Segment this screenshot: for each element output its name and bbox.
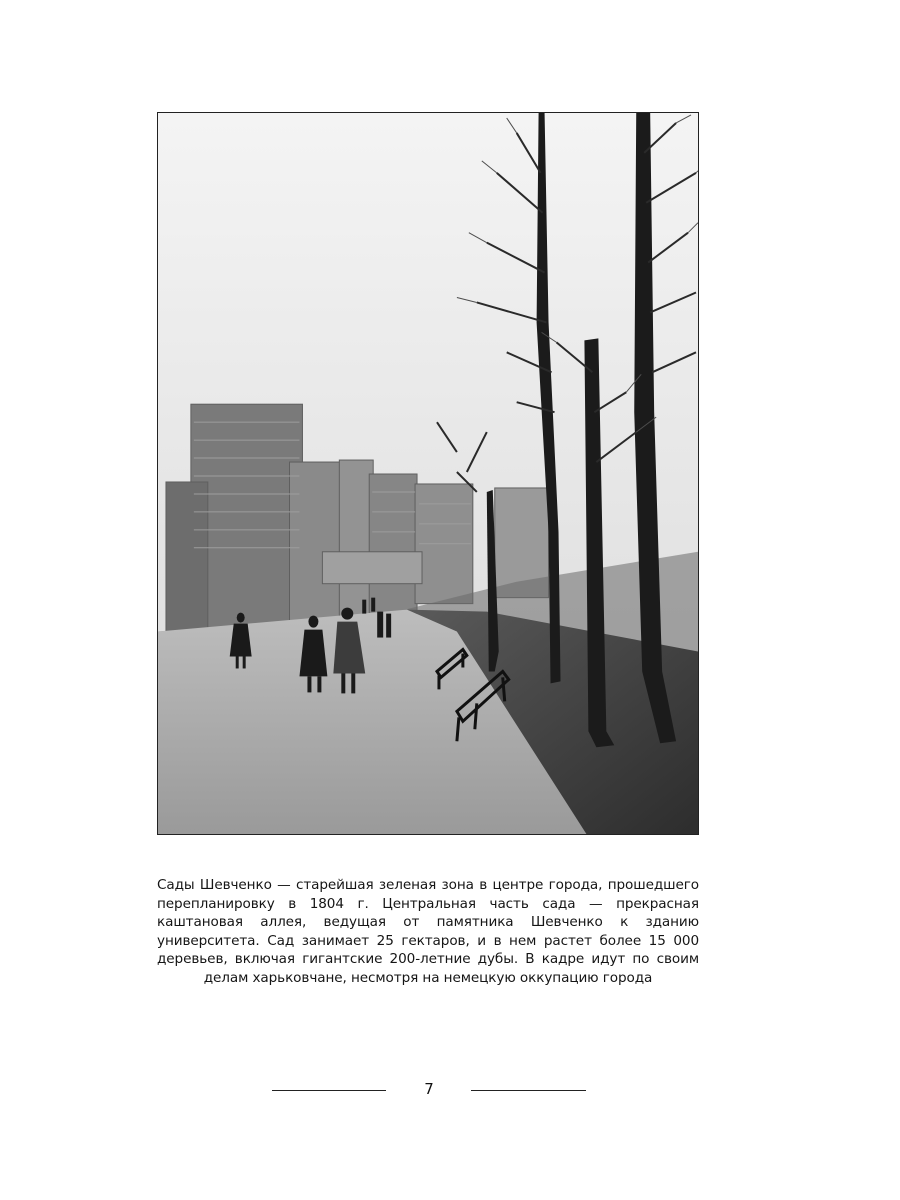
photo-illustration xyxy=(158,113,698,834)
photo-caption: Сады Шевченко — старейшая зеленая зона в центре города, прошедшего перепланировку в 1804 г. Центральная часть сада — прекрасная каштановая аллея, ведущая от памятника Шевченко к зданию университета. Сад занимает 25 гектаров, и в нем растет более 15 000 деревьев, включая гигантские 200-летние дубы. В кадре идут по своим делам харьковчане, несмотря на немецкую оккупацию города xyxy=(157,877,699,986)
footer-rule-right xyxy=(471,1090,586,1091)
page-footer xyxy=(0,1078,900,1102)
page-number: 7 xyxy=(424,1080,434,1098)
photo-park-alley xyxy=(157,112,699,835)
footer-rule-left xyxy=(272,1090,386,1091)
